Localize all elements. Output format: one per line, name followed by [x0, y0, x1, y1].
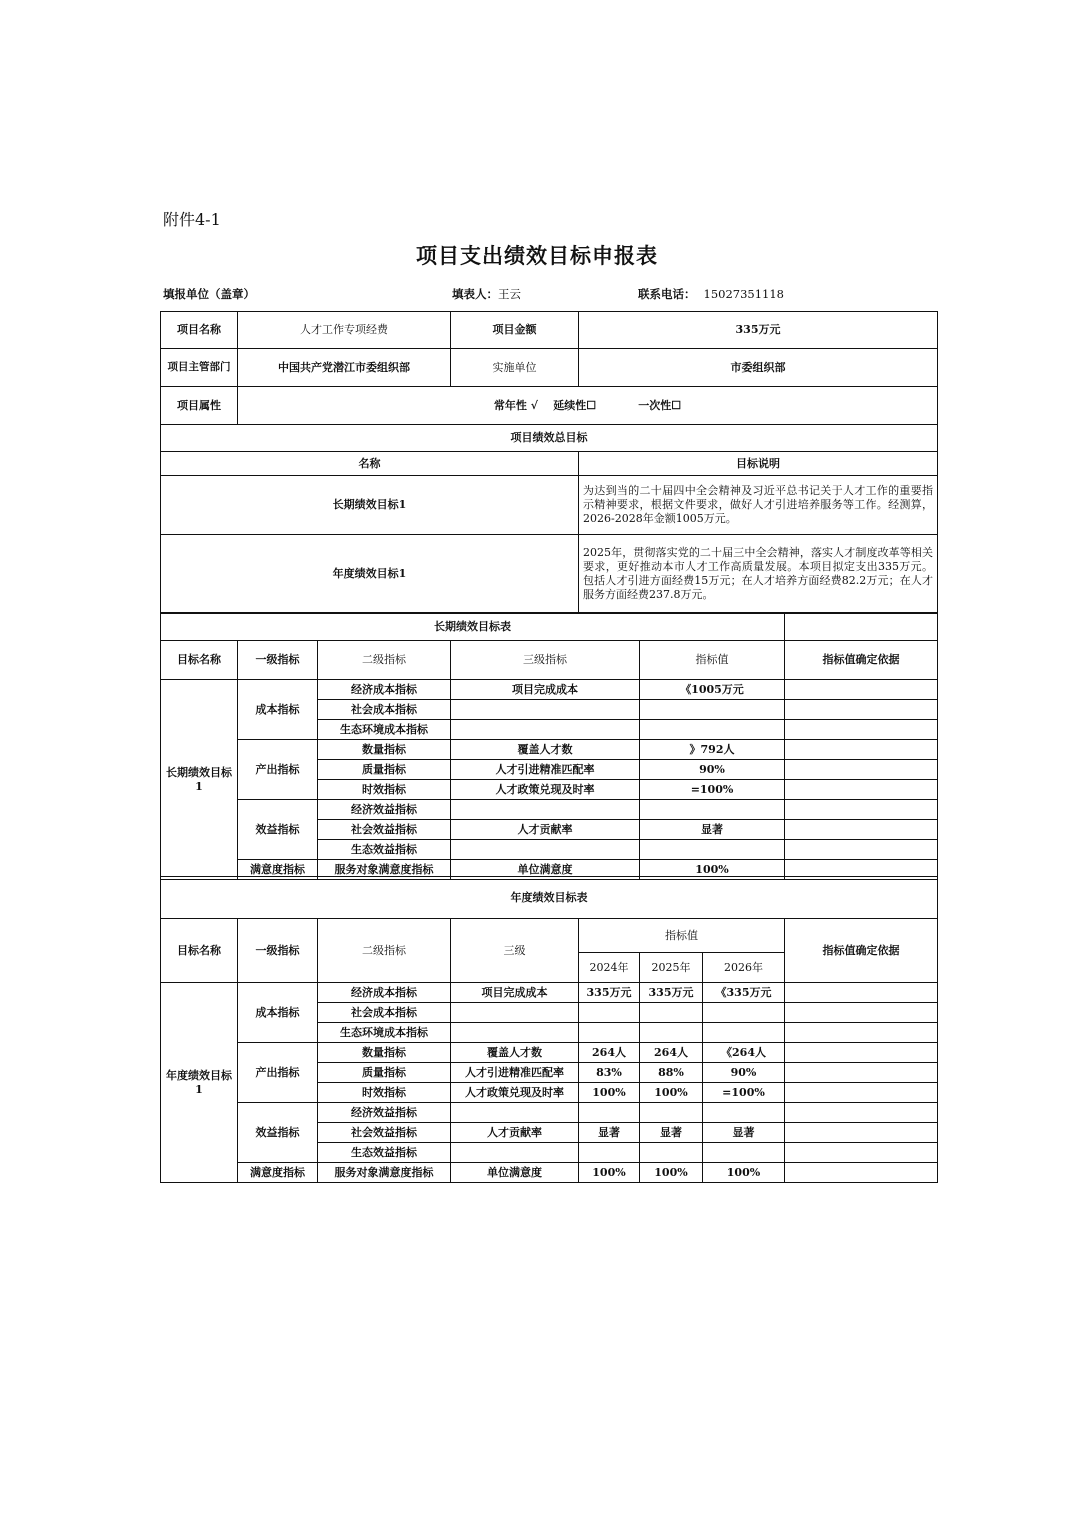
value-2025-cell — [640, 1143, 703, 1163]
value-cell — [640, 720, 785, 740]
level2-cell: 数量指标 — [318, 1043, 451, 1063]
basis-cell — [785, 1103, 938, 1123]
unit-label: 填报单位（盖章） — [163, 287, 255, 301]
value-2026-cell: =100% — [703, 1083, 785, 1103]
level3-cell: 人才引进精准匹配率 — [451, 1063, 579, 1083]
level2-cell: 数量指标 — [318, 740, 451, 760]
level2-cell: 生态效益指标 — [318, 1143, 451, 1163]
basis-cell — [785, 840, 938, 860]
basis-cell — [785, 760, 938, 780]
basis-cell — [785, 1023, 938, 1043]
level2-cell: 社会成本指标 — [318, 700, 451, 720]
annex-label: 附件4-1 — [163, 210, 221, 229]
level2-cell: 质量指标 — [318, 1063, 451, 1083]
level1-cell: 产出指标 — [238, 740, 318, 800]
value-2025-cell: 88% — [640, 1063, 703, 1083]
desc-header: 目标说明 — [579, 452, 938, 476]
col-level2: 二级指标 — [318, 641, 451, 680]
phone-label: 联系电话： — [638, 287, 696, 301]
level3-cell — [451, 1023, 579, 1043]
phone — [638, 286, 784, 302]
table-row — [161, 983, 938, 1003]
ycol-basis: 指标值确定依据 — [785, 919, 938, 983]
level3-cell — [451, 1003, 579, 1023]
level3-cell: 覆盖人才数 — [451, 1043, 579, 1063]
ycol-level3: 三级 — [451, 919, 579, 983]
long-term-table — [160, 613, 938, 880]
value-cell: =100% — [640, 780, 785, 800]
table-row — [161, 1103, 938, 1123]
value-2024-cell: 335万元 — [579, 983, 640, 1003]
value-2026-cell: 《335万元 — [703, 983, 785, 1003]
ycol-year-2024: 2024年 — [579, 953, 640, 983]
year-goal-label: 年度绩效目标1 — [161, 535, 579, 613]
table-row — [161, 680, 938, 700]
basis-cell — [785, 780, 938, 800]
annual-table — [160, 876, 938, 1183]
value-2024-cell — [579, 1143, 640, 1163]
long-table-title-blank — [785, 614, 938, 641]
basis-cell — [785, 700, 938, 720]
level1-cell: 满意度指标 — [238, 860, 318, 880]
level3-cell — [451, 700, 640, 720]
value-2025-cell: 264人 — [640, 1043, 703, 1063]
level1-cell: 成本指标 — [238, 680, 318, 740]
overall-goal-header: 项目绩效总目标 — [161, 425, 938, 452]
level3-cell: 人才贡献率 — [451, 820, 640, 840]
goal-name-cell: 年度绩效目标1 — [161, 983, 238, 1183]
amount-value: 335万元 — [579, 312, 938, 349]
level1-cell: 效益指标 — [238, 1103, 318, 1163]
level3-cell: 人才贡献率 — [451, 1123, 579, 1143]
level3-cell — [451, 840, 640, 860]
impl-value: 市委组织部 — [579, 349, 938, 387]
basis-cell — [785, 800, 938, 820]
basis-cell — [785, 740, 938, 760]
value-2024-cell — [579, 1103, 640, 1123]
info-table — [160, 311, 938, 613]
level2-cell: 服务对象满意度指标 — [318, 860, 451, 880]
value-2024-cell — [579, 1003, 640, 1023]
level1-cell: 成本指标 — [238, 983, 318, 1043]
level3-cell: 单位满意度 — [451, 1163, 579, 1183]
level2-cell: 质量指标 — [318, 760, 451, 780]
value-cell: 100% — [640, 860, 785, 880]
value-2026-cell — [703, 1143, 785, 1163]
col-goal-name: 目标名称 — [161, 641, 238, 680]
value-cell — [640, 700, 785, 720]
value-2024-cell: 100% — [579, 1083, 640, 1103]
table-row — [161, 800, 938, 820]
level3-cell — [451, 720, 640, 740]
year-table-title: 年度绩效目标表 — [161, 877, 938, 919]
basis-cell — [785, 1143, 938, 1163]
value-2024-cell: 100% — [579, 1163, 640, 1183]
basis-cell — [785, 1043, 938, 1063]
value-2025-cell: 335万元 — [640, 983, 703, 1003]
basis-cell — [785, 1083, 938, 1103]
name-header: 名称 — [161, 452, 579, 476]
level3-cell: 单位满意度 — [451, 860, 640, 880]
filler — [452, 286, 521, 302]
ycol-level2: 二级指标 — [318, 919, 451, 983]
basis-cell — [785, 1003, 938, 1023]
value-2024-cell: 264人 — [579, 1043, 640, 1063]
value-2026-cell: 显著 — [703, 1123, 785, 1143]
level2-cell: 社会效益指标 — [318, 1123, 451, 1143]
value-2025-cell: 100% — [640, 1163, 703, 1183]
level2-cell: 生态环境成本指标 — [318, 1023, 451, 1043]
level2-cell: 经济成本指标 — [318, 983, 451, 1003]
value-cell: 《1005万元 — [640, 680, 785, 700]
basis-cell — [785, 1163, 938, 1183]
basis-cell — [785, 983, 938, 1003]
level3-cell: 项目完成成本 — [451, 680, 640, 700]
basis-cell — [785, 680, 938, 700]
basis-cell — [785, 1123, 938, 1143]
basis-cell — [785, 720, 938, 740]
col-basis: 指标值确定依据 — [785, 641, 938, 680]
value-2024-cell: 显著 — [579, 1123, 640, 1143]
table-row — [161, 1043, 938, 1063]
value-cell: 显著 — [640, 820, 785, 840]
value-cell: 90% — [640, 760, 785, 780]
goal-name-cell: 长期绩效目标1 — [161, 680, 238, 880]
level2-cell: 经济效益指标 — [318, 1103, 451, 1123]
long-table-title: 长期绩效目标表 — [161, 614, 785, 641]
dept-value: 中国共产党潜江市委组织部 — [238, 349, 451, 387]
level2-cell: 社会效益指标 — [318, 820, 451, 840]
amount-label: 项目金额 — [451, 312, 579, 349]
level3-cell — [451, 1143, 579, 1163]
value-2025-cell — [640, 1023, 703, 1043]
filler-label: 填表人： — [452, 287, 498, 301]
value-2026-cell — [703, 1103, 785, 1123]
value-2025-cell: 显著 — [640, 1123, 703, 1143]
level3-cell: 人才引进精准匹配率 — [451, 760, 640, 780]
level3-cell — [451, 800, 640, 820]
value-cell: 》792人 — [640, 740, 785, 760]
basis-cell — [785, 820, 938, 840]
value-2025-cell — [640, 1003, 703, 1023]
level1-cell: 满意度指标 — [238, 1163, 318, 1183]
phone-number: 15027351118 — [703, 287, 784, 301]
level1-cell: 效益指标 — [238, 800, 318, 860]
value-2026-cell: 《264人 — [703, 1043, 785, 1063]
level2-cell: 服务对象满意度指标 — [318, 1163, 451, 1183]
project-name-label: 项目名称 — [161, 312, 238, 349]
ycol-year-2026: 2026年 — [703, 953, 785, 983]
attr-options: 常年性 √ 延续性☐ 一次性☐ — [238, 387, 938, 425]
value-2026-cell — [703, 1003, 785, 1023]
col-level3: 三级指标 — [451, 641, 640, 680]
level2-cell: 时效指标 — [318, 1083, 451, 1103]
level1-cell: 产出指标 — [238, 1043, 318, 1103]
year-goal-desc: 2025年，贯彻落实党的二十届三中全会精神，落实人才制度改革等相关要求，更好推动本市人才工作高质量发展。本项目拟定支出335万元。包括人才引进方面经费15万元；在人才培养方面经费82.2万元；在人才服务方面经费237.8万元。 — [579, 535, 938, 613]
value-cell — [640, 840, 785, 860]
ycol-level1: 一级指标 — [238, 919, 318, 983]
impl-label: 实施单位 — [451, 349, 579, 387]
table-row — [161, 1163, 938, 1183]
level2-cell: 时效指标 — [318, 780, 451, 800]
level2-cell: 生态环境成本指标 — [318, 720, 451, 740]
value-2026-cell — [703, 1023, 785, 1043]
dept-label: 项目主管部门 — [161, 349, 238, 387]
value-2026-cell: 100% — [703, 1163, 785, 1183]
level3-cell: 项目完成成本 — [451, 983, 579, 1003]
long-goal-desc: 为达到当的二十届四中全会精神及习近平总书记关于人才工作的重要指示精神要求，根据文件要求，做好人才引进培养服务等工作。经测算，2026-2028年金额1005万元。 — [579, 476, 938, 535]
col-value: 指标值 — [640, 641, 785, 680]
ycol-goal-name: 目标名称 — [161, 919, 238, 983]
value-2026-cell: 90% — [703, 1063, 785, 1083]
col-level1: 一级指标 — [238, 641, 318, 680]
ycol-year-2025: 2025年 — [640, 953, 703, 983]
level3-cell — [451, 1103, 579, 1123]
attr-label: 项目属性 — [161, 387, 238, 425]
value-2025-cell — [640, 1103, 703, 1123]
level2-cell: 社会成本指标 — [318, 1003, 451, 1023]
filler-name: 王云 — [498, 287, 521, 301]
value-2024-cell: 83% — [579, 1063, 640, 1083]
level2-cell: 经济成本指标 — [318, 680, 451, 700]
table-row — [161, 740, 938, 760]
value-2024-cell — [579, 1023, 640, 1043]
page-title: 项目支出绩效目标申报表 — [416, 243, 658, 268]
level3-cell: 人才政策兑现及时率 — [451, 1083, 579, 1103]
level2-cell: 经济效益指标 — [318, 800, 451, 820]
value-2025-cell: 100% — [640, 1083, 703, 1103]
basis-cell — [785, 1063, 938, 1083]
level3-cell: 覆盖人才数 — [451, 740, 640, 760]
level2-cell: 生态效益指标 — [318, 840, 451, 860]
value-cell — [640, 800, 785, 820]
ycol-value: 指标值 — [579, 919, 785, 953]
long-goal-label: 长期绩效目标1 — [161, 476, 579, 535]
project-name: 人才工作专项经费 — [238, 312, 451, 349]
level3-cell: 人才政策兑现及时率 — [451, 780, 640, 800]
